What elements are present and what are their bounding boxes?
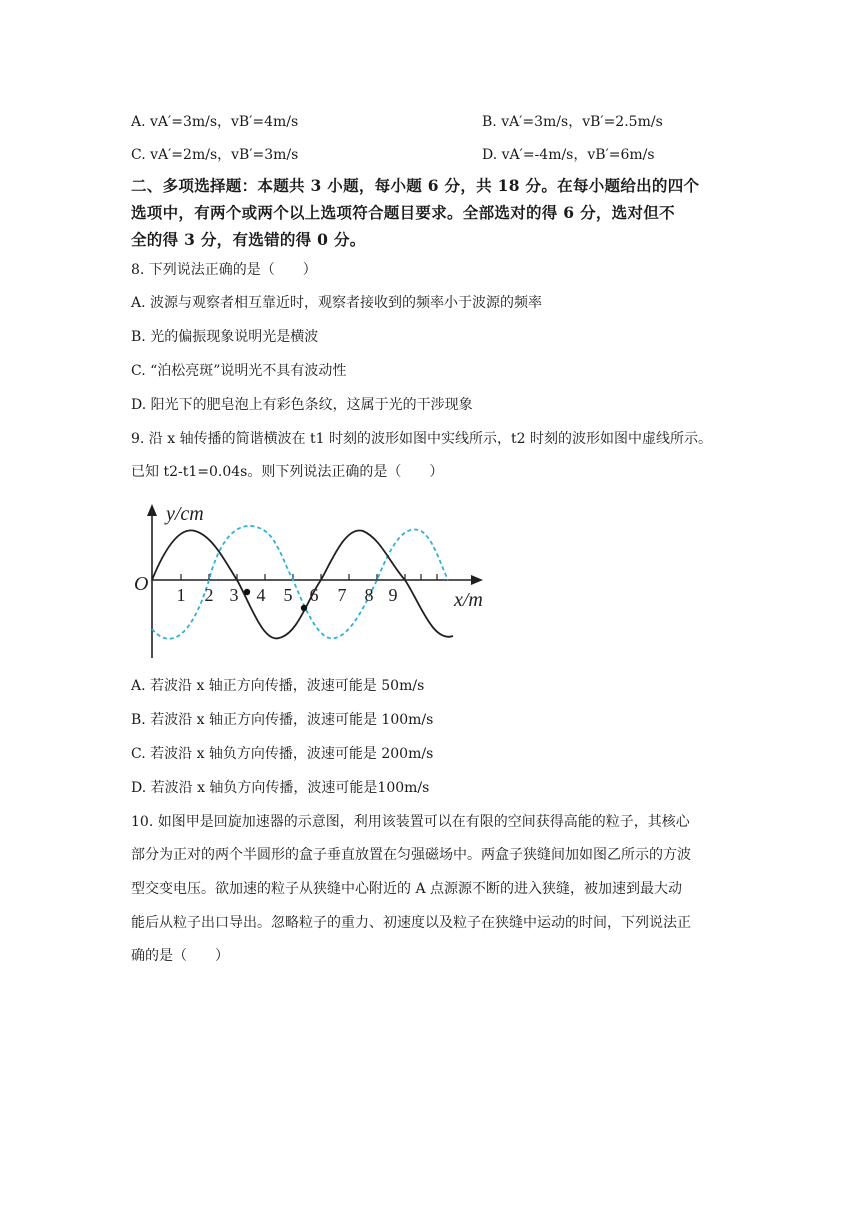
q7-option-a: A. vA′=3m/s，vB′=4m/s [131, 114, 299, 130]
q8-option-a: A. 波源与观察者相互靠近时，观察者接收到的频率小于波源的频率 [131, 295, 543, 311]
q9-option-d: D. 若波沿 x 轴负方向传播，波速可能是100m/s [131, 780, 430, 796]
solid-wave-t1 [152, 530, 453, 638]
q8-option-b: B. 光的偏振现象说明光是横波 [131, 329, 319, 345]
q9-stem-line-2: 已知 t2-t1=0.04s。则下列说法正确的是（ ） [131, 464, 444, 480]
q9-option-b: B. 若波沿 x 轴正方向传播，波速可能是 100m/s [131, 712, 434, 728]
q9-stem-line-1: 9. 沿 x 轴传播的简谐横波在 t1 时刻的波形如图中实线所示，t2 时刻的波形如图中虚线所示。 [131, 431, 713, 447]
section2-line-1: 二、多项选择题：本题共 3 小题，每小题 6 分，共 18 分。在每小题给出的四个 [131, 176, 700, 195]
particle-dot-2 [301, 605, 307, 611]
q10-line-4: 能后从粒子出口导出。忽略粒子的重力、初速度以及粒子在狭缝中运动的时间，下列说法正 [131, 915, 691, 931]
q7-option-b: B. vA′=3m/s，vB′=2.5m/s [482, 114, 663, 130]
q8-stem: 8. 下列说法正确的是（ ） [131, 262, 317, 278]
tick-label-1: 1 [176, 585, 186, 605]
y-axis-label: y/cm [166, 503, 204, 525]
section2-line-2: 选项中，有两个或两个以上选项符合题目要求。全部选对的得 6 分，选对但不 [131, 203, 675, 222]
tick-label-2: 2 [204, 585, 214, 605]
q7-option-d: D. vA′=-4m/s，vB′=6m/s [482, 147, 655, 163]
x-axis-arrow [471, 575, 483, 585]
q10-line-2: 部分为正对的两个半圆形的盒子垂直放置在匀强磁场中。两盒子狭缝间加如图乙所示的方波 [131, 847, 691, 863]
q7-option-c: C. vA′=2m/s，vB′=3m/s [131, 147, 299, 163]
origin-label: O [134, 573, 149, 595]
tick-label-8: 8 [364, 585, 374, 605]
q10-line-3: 型交变电压。欲加速的粒子从狭缝中心附近的 A 点源源不断的进入狭缝，被加速到最大动 [131, 881, 683, 897]
q8-option-c: C. “泊松亮斑”说明光不具有波动性 [131, 363, 347, 379]
x-tick-labels [177, 585, 398, 605]
q10-line-5: 确的是（ ） [131, 948, 229, 964]
x-ticks [181, 574, 437, 580]
dashed-wave-t2 [152, 526, 448, 639]
tick-label-9: 9 [388, 585, 398, 605]
q9-option-c: C. 若波沿 x 轴负方向传播，波速可能是 200m/s [131, 746, 434, 762]
q10-line-1: 10. 如图甲是回旋加速器的示意图，利用该装置可以在有限的空间获得高能的粒子，其核心 [131, 814, 690, 830]
tick-label-5: 5 [283, 585, 293, 605]
y-axis-arrow [147, 504, 157, 516]
q8-option-d: D. 阳光下的肥皂泡上有彩色条纹，这属于光的干涉现象 [131, 397, 473, 413]
x-axis-label: x/m [454, 589, 483, 611]
tick-label-3: 3 [229, 585, 239, 605]
q9-option-a: A. 若波沿 x 轴正方向传播，波速可能是 50m/s [131, 678, 425, 694]
tick-label-6: 6 [309, 585, 319, 605]
tick-label-4: 4 [256, 585, 266, 605]
particle-dot-1 [244, 589, 250, 595]
wave-figure [128, 498, 508, 663]
section2-line-3: 全的得 3 分，有选错的得 0 分。 [131, 230, 366, 249]
tick-label-7: 7 [337, 585, 347, 605]
